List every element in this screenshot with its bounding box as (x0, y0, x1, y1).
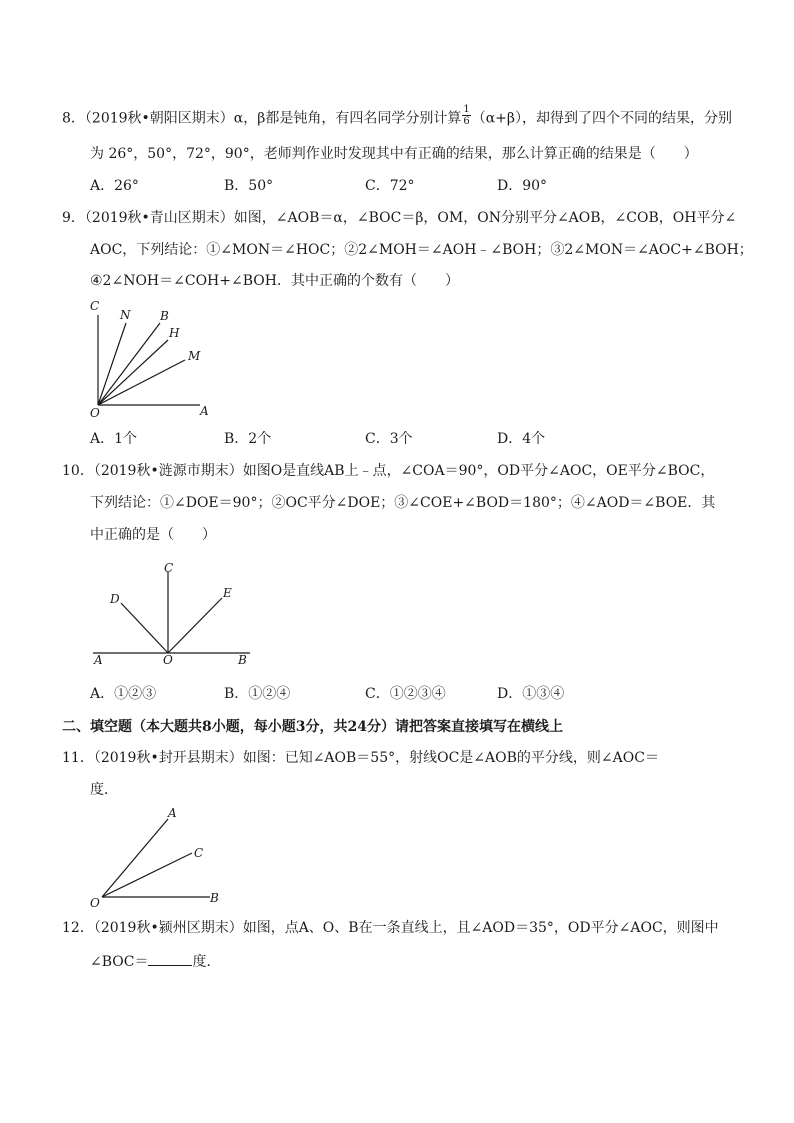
q10-option-a[interactable]: A．①②③ (90, 686, 157, 702)
q11-line-2: 度． (90, 782, 118, 798)
label-m: M (188, 349, 201, 363)
fraction-numerator: 1 (463, 104, 470, 115)
fraction-denominator: 6 (463, 116, 470, 127)
label-c: C (164, 561, 174, 575)
label-o: O (90, 896, 100, 910)
label-a: A (200, 404, 209, 418)
q9-line-3: ④2∠NOH＝∠COH+∠BOH．其中正确的个数有（ ） (90, 273, 459, 289)
q9-option-b[interactable]: B．2个 (224, 431, 272, 447)
q8-option-b[interactable]: B．50° (224, 178, 274, 194)
q9-line-2: AOC，下列结论：①∠MON＝∠HOC；②2∠MOH＝∠AOH﹣∠BOH；③2∠MON＝∠AOC+∠BOH； (90, 242, 753, 258)
q9-figure (80, 295, 230, 420)
answer-blank[interactable] (148, 951, 192, 966)
q10-line-1: 10．（2019秋•涟源市期末）如图O是直线AB上﹣点，∠COA＝90°，OD平分∠AOC，OE平分∠BOC， (62, 463, 715, 479)
q9-option-d[interactable]: D．4个 (497, 431, 546, 447)
q10-option-d[interactable]: D．①③④ (497, 686, 565, 702)
ray-oe (168, 598, 222, 653)
label-b: B (238, 653, 247, 667)
q8-option-c[interactable]: C．72° (365, 178, 415, 194)
label-d: D (110, 592, 120, 606)
ray-oa (102, 819, 168, 897)
q8-option-a[interactable]: A．26° (90, 178, 139, 194)
label-o: O (90, 406, 100, 420)
q12-text-b: 度． (192, 954, 221, 970)
label-h: H (169, 326, 180, 340)
q9-option-a[interactable]: A．1个 (90, 431, 138, 447)
q11-figure (88, 803, 228, 908)
q10-line-2: 下列结论：①∠DOE＝90°；②OC平分∠DOE；③∠COE+∠BOD＝180°；④∠AOD＝∠BOE．其 (90, 495, 716, 511)
label-c: C (90, 299, 100, 313)
label-b: B (160, 309, 169, 323)
q8-line-2: 为 26°，50°，72°，90°，老师判作业时发现其中有正确的结果，那么计算正确的结果是（ ） (90, 146, 698, 162)
label-c: C (194, 846, 204, 860)
label-n: N (120, 308, 131, 322)
label-e: E (223, 586, 232, 600)
label-o: O (163, 653, 173, 667)
fraction-one-sixth (462, 104, 470, 127)
ray-oc (102, 853, 192, 897)
q10-option-b[interactable]: B．①②④ (224, 686, 291, 702)
q8-line-1 (62, 104, 732, 130)
q9-line-1: 9．（2019秋•青山区期末）如图，∠AOB＝α，∠BOC＝β，OM，ON分别平分∠AOB，∠COB，OH平分∠ (62, 210, 737, 226)
q8-text-a: 8．（2019秋•朝阳区期末）α，β都是钝角，有四名同学分别计算 (62, 110, 462, 127)
q10-figure (88, 558, 258, 668)
label-b: B (210, 891, 219, 905)
q8-option-d[interactable]: D．90° (497, 178, 548, 194)
label-a: A (168, 806, 177, 820)
section-heading: 二、填空题（本大题共8小题，每小题3分，共24分）请把答案直接填写在横线上 (62, 719, 563, 735)
q12-line-1: 12．（2019秋•颍州区期末）如图，点A、O、B在一条直线上，且∠AOD＝35°，OD平分∠AOC，则图中 (62, 920, 719, 936)
q10-option-c[interactable]: C．①②③④ (365, 686, 446, 702)
label-a: A (94, 653, 103, 667)
q9-option-c[interactable]: C．3个 (365, 431, 413, 447)
ray-ob (98, 323, 160, 405)
q8-text-b: （α+β），却得到了四个不同的结果，分别 (471, 110, 732, 127)
ray-od (121, 603, 168, 653)
q10-line-3: 中正确的是（ ） (90, 527, 216, 543)
q11-line-1: 11．（2019秋•封开县期末）如图：已知∠AOB＝55°，射线OC是∠AOB的平分线，则∠AOC＝ (62, 750, 659, 766)
q12-text-a: ∠BOC＝ (90, 954, 149, 970)
q12-line-2 (90, 951, 220, 972)
